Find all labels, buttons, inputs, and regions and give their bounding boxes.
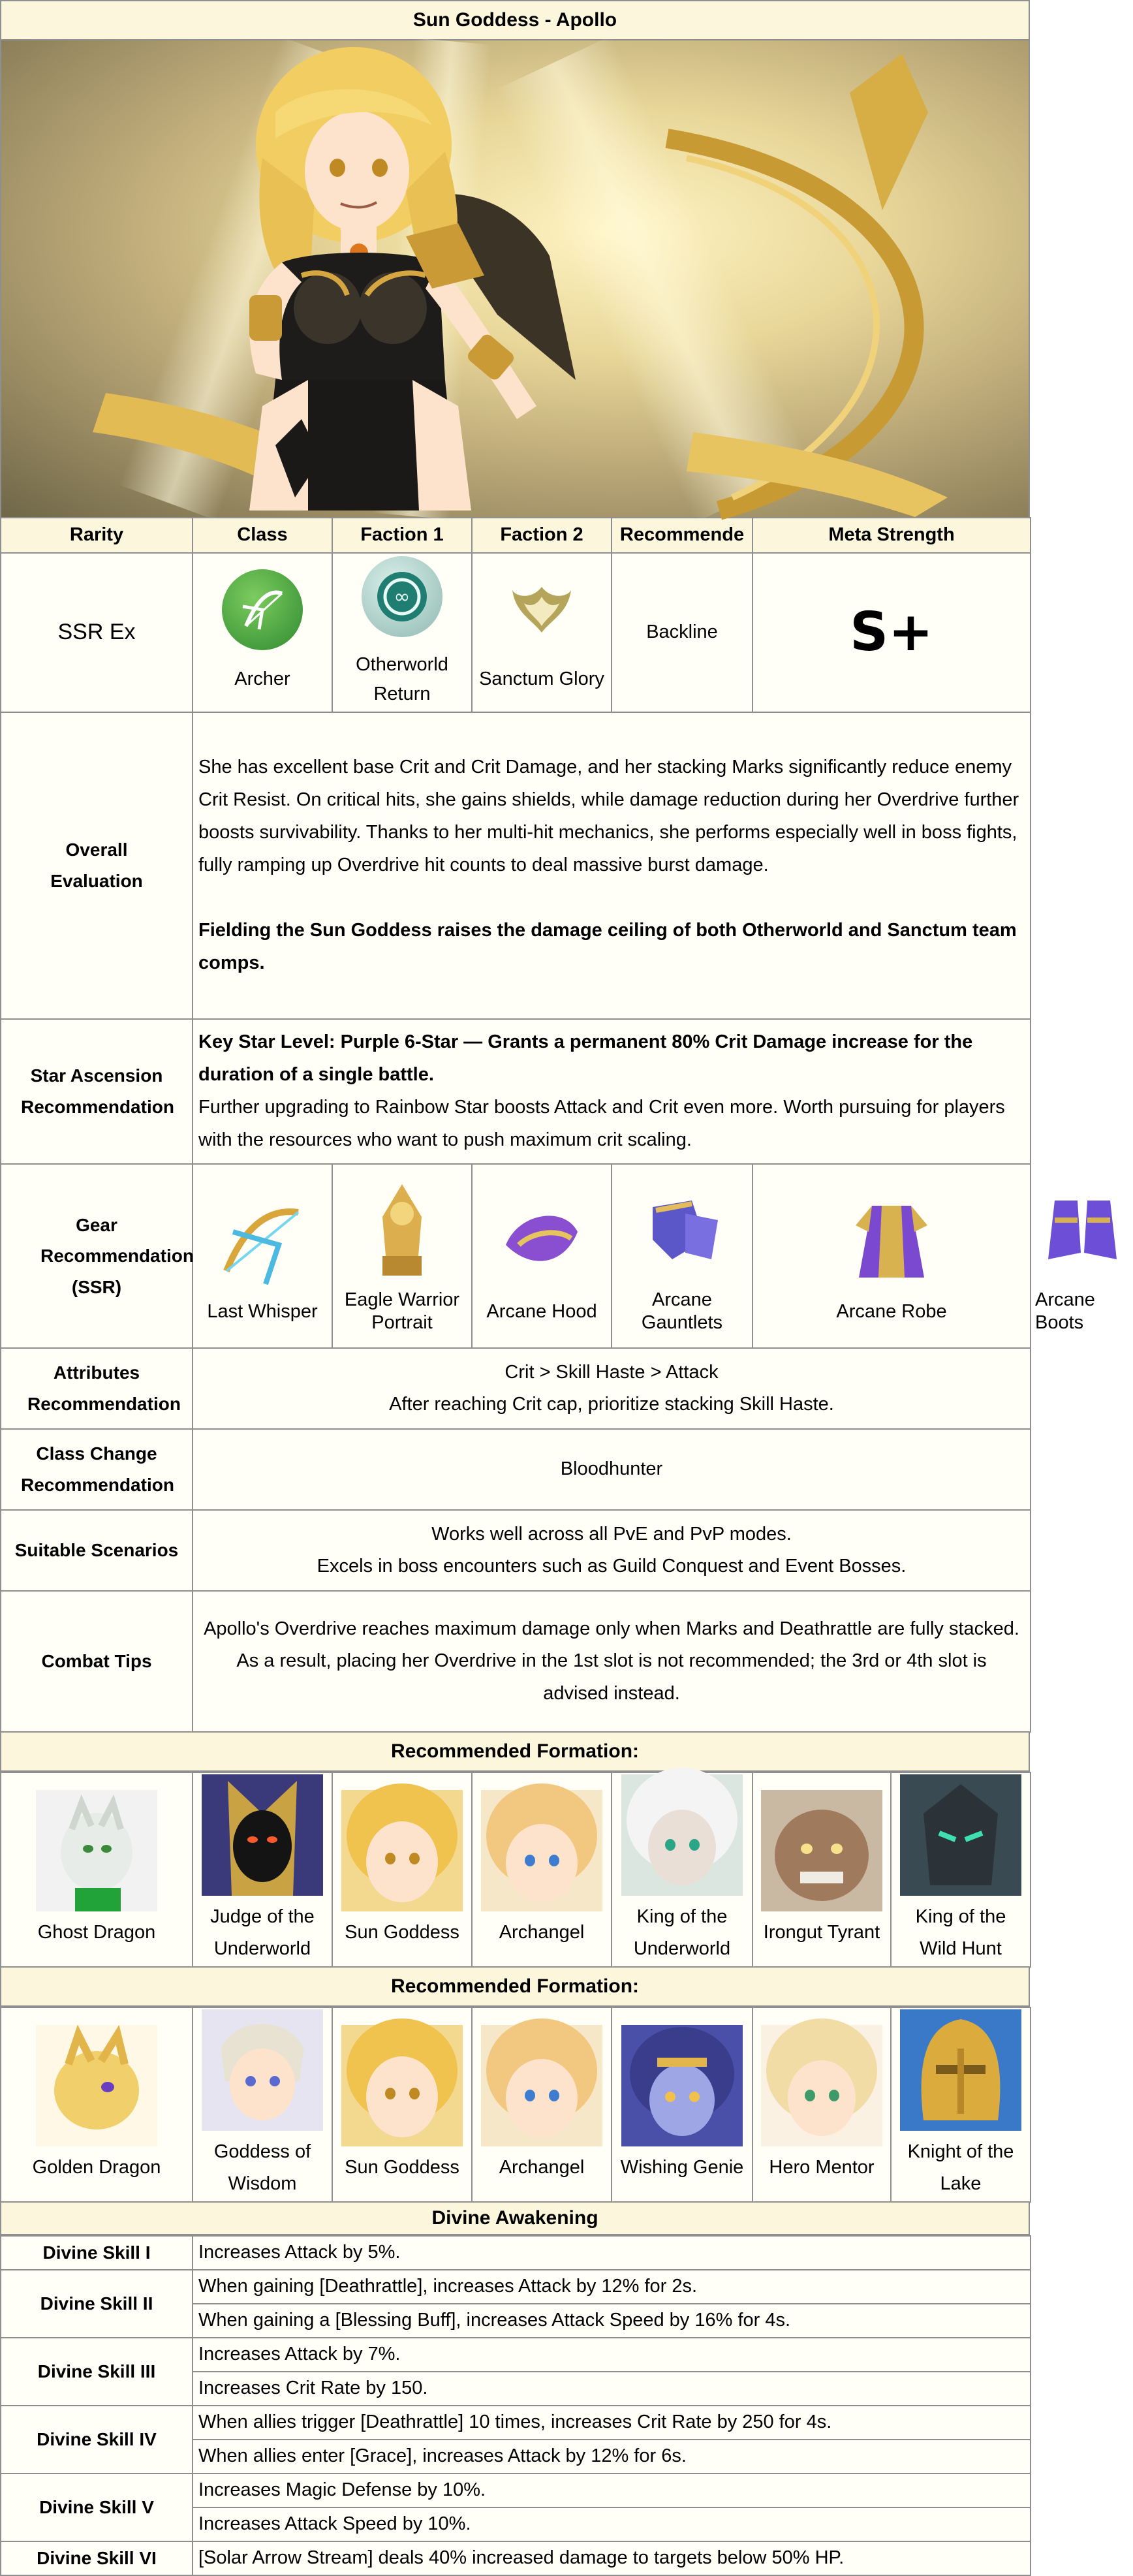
member-name: Knight of the Lake [907, 2141, 1014, 2194]
formation-member [612, 1772, 753, 1967]
member-name: Sun Goddess [345, 2157, 459, 2178]
page-title: Sun Goddess - Apollo [0, 0, 1030, 40]
divine-skill-name: Divine Skill V [1, 2474, 193, 2541]
divine-skill-effect: Increases Attack by 7%. [193, 2338, 1031, 2372]
recommend-value: Backline [612, 553, 753, 712]
gear-item [193, 1164, 332, 1348]
formation-member [472, 1772, 612, 1967]
formation-member [891, 2007, 1031, 2202]
sun-goddess-illustration [1, 40, 1029, 517]
scenarios-cell [193, 1510, 1031, 1591]
member-name: Archangel [499, 2157, 585, 2178]
gear-item [332, 1164, 472, 1348]
faction1-cell [332, 553, 472, 712]
meta-text: S+ [850, 601, 933, 664]
info-table: Rarity Class Faction 1 Faction 2 Recommende Meta Strength SSR Ex Archer ∞ Otherworld Return Sanctum Glory Backline S+ Overall Evaluation She has excellent base Crit and Crit Damage, and her stacking Marks significantly reduce enemy Crit Resist. On critical hits, she gains shields, while damage reduction during her Overdrive further boosts survivability. Thanks to her multi-hit mechanics, she performs especially well in boss fights, fully ramping up Overdrive hit counts to deal massive burst damage. Fielding the Sun Goddess raises the damage ceiling of both Otherworld and Sanctum team comps. Star Ascension Recommendation Key Star Level: Purple 6-Star — Grants a permanent 80% Crit Damage increase for the duration of a single battle. Further upgrading to Rainbow Star boosts Attack and Crit even more. Worth pursuing for players with the resources who want to push maximum crit scaling. Gear Recommendation (SSR) Last Whisper Eagle Warrior Portrait Arcane Hood Arcane Gauntlets Arcane Robe Arcane Boots Attributes Recommendation Crit > Skill Haste > Attack After reaching Crit cap, prioritize stacking Skill Haste. Class Change Recommendation Bloodhunter Suitable Scenarios Works well across all PvE and PvP modes. Excels in boss encounters such as Guild Conquest and Event Bosses. Combat Tips Apollo's Overdrive reaches maximum damage only when Marks and Deathrattle are fully stacked. As a result, placing her Overdrive in the 1st slot is not recommended; the 3rd or 4th slot is advised instead. [0, 517, 1031, 1733]
formation-member [612, 2007, 753, 2202]
gear-name: Last Whisper [207, 1300, 318, 1322]
divine-awakening-title: Divine Awakening [0, 2203, 1030, 2235]
divine-skill-effect: Increases Attack Speed by 10%. [193, 2507, 1031, 2541]
formation-member [332, 2007, 472, 2202]
formation-member [753, 2007, 891, 2202]
member-name: Goddess of Wisdom [213, 2141, 311, 2194]
gear-item [753, 1164, 1031, 1348]
scenarios-label: Suitable Scenarios [1, 1510, 193, 1591]
gear-name: Arcane Gauntlets [641, 1289, 723, 1333]
class-change-label: Class Change Recommendation [1, 1429, 193, 1510]
arcane-hood-icon [493, 1189, 591, 1294]
member-name: Sun Goddess [345, 1922, 459, 1943]
golden-dragon-avatar [36, 2025, 157, 2146]
divine-skill-effect: When gaining [Deathrattle], increases Attack by 12% for 2s. [193, 2270, 1031, 2304]
member-name: King of the Wild Hunt [915, 1906, 1006, 1959]
formation-member [891, 1772, 1031, 1967]
overall-label: Overall Evaluation [1, 712, 193, 1019]
header-class: Class [193, 518, 332, 553]
star-label: Star Ascension Recommendation [1, 1019, 193, 1164]
svg-text:∞: ∞ [394, 586, 411, 609]
goddess-of-wisdom-avatar [202, 2009, 323, 2131]
rarity-text: SSR Ex [57, 620, 136, 645]
faction2-label: Sanctum Glory [479, 668, 604, 690]
gear-label: Gear Recommendation (SSR) [1, 1164, 193, 1348]
divine-skill-effect: When gaining a [Blessing Buff], increases Attack Speed by 16% for 4s. [193, 2304, 1031, 2338]
sun-goddess-avatar [341, 1790, 463, 1911]
overall-bold-text: Fielding the Sun Goddess raises the damage ceiling of both Otherworld and Sanctum team comps. [198, 919, 1017, 973]
member-name: Hero Mentor [769, 2157, 875, 2178]
divine-skill-name: Divine Skill VI [1, 2541, 193, 2575]
wishing-genie-avatar [621, 2025, 743, 2146]
formation-member [332, 1772, 472, 1967]
formation-member [193, 2007, 332, 2202]
divine-skill-effect: When allies enter [Grace], increases Attack by 12% for 6s. [193, 2440, 1031, 2474]
star-bold-text: Key Star Level: Purple 6-Star — Grants a permanent 80% Crit Damage increase for the duration of a single battle. [198, 1031, 973, 1086]
otherworld-faction-icon [362, 556, 442, 637]
overall-text-cell [193, 712, 1031, 1019]
formation-2-table [0, 2007, 1031, 2203]
rarity-value [1, 553, 193, 712]
gear-name: Eagle Warrior Portrait [344, 1289, 460, 1333]
sanctum-faction-icon [501, 569, 582, 650]
formation-2-title: Recommended Formation: [0, 1968, 1030, 2007]
faction1-label: Otherworld Return [356, 654, 448, 704]
member-name: King of the Underworld [633, 1906, 731, 1959]
divine-skill-effect: Increases Magic Defense by 10%. [193, 2474, 1031, 2507]
last-whisper-icon [213, 1189, 311, 1294]
divine-skill-effect: Increases Attack by 5%. [193, 2236, 1031, 2270]
arcane-boots-icon [1035, 1178, 1133, 1282]
eagle-warrior-portrait-icon [353, 1178, 451, 1282]
king-of-the-underworld-avatar [621, 1774, 743, 1896]
divine-skill-table [0, 2235, 1031, 2576]
meta-strength-value [753, 553, 1031, 712]
class-change-value: Bloodhunter [193, 1429, 1031, 1510]
divine-skill-effect: Increases Crit Rate by 150. [193, 2372, 1031, 2406]
attributes-cell [193, 1348, 1031, 1429]
sun-goddess-avatar [341, 2025, 463, 2146]
hero-artwork [0, 40, 1030, 517]
king-of-the-wild-hunt-avatar [900, 1774, 1021, 1896]
archangel-avatar [481, 2025, 602, 2146]
member-name: Wishing Genie [620, 2157, 744, 2178]
formation-member [1, 1772, 193, 1967]
divine-skill-name: Divine Skill I [1, 2236, 193, 2270]
header-meta-strength: Meta Strength [753, 518, 1031, 553]
gear-name: Arcane Hood [486, 1300, 597, 1322]
header-faction-1: Faction 1 [332, 518, 472, 553]
irongut-tyrant-avatar [761, 1790, 882, 1911]
attributes-label: Attributes Recommendation [1, 1348, 193, 1429]
divine-skill-name: Divine Skill IV [1, 2406, 193, 2474]
tips-label: Combat Tips [1, 1591, 193, 1732]
header-recommend: Recommende [612, 518, 753, 553]
arcane-robe-icon [843, 1189, 940, 1294]
scenarios-line-1: Works well across all PvE and PvP modes. [431, 1523, 792, 1545]
gear-item [472, 1164, 612, 1348]
arcane-gauntlets-icon [633, 1178, 731, 1282]
member-name: Judge of the Underworld [210, 1906, 315, 1959]
member-name: Archangel [499, 1922, 585, 1943]
formation-member [1, 2007, 193, 2202]
formation-1-title: Recommended Formation: [0, 1733, 1030, 1772]
class-cell [193, 553, 332, 712]
header-rarity: Rarity [1, 518, 193, 553]
divine-skill-name: Divine Skill II [1, 2270, 193, 2338]
overall-text: She has excellent base Crit and Crit Damage, and her stacking Marks significantly reduce enemy Crit Resist. On critical hits, she gains shields, while damage reduction during her Overdrive further boosts survivability. Thanks to her multi-hit mechanics, she performs especially well in boss fights, fully ramping up Overdrive hit counts to deal massive burst damage. [198, 757, 1019, 875]
scenarios-line-2: Excels in boss encounters such as Guild Conquest and Event Bosses. [317, 1556, 907, 1577]
divine-skill-effect: [Solar Arrow Stream] deals 40% increased damage to targets below 50% HP. [193, 2541, 1031, 2575]
archer-class-icon [222, 569, 303, 650]
faction2-cell [472, 553, 612, 712]
gear-name: Arcane Robe [836, 1300, 947, 1322]
archangel-avatar [481, 1790, 602, 1911]
tips-text: Apollo's Overdrive reaches maximum damage only when Marks and Deathrattle are fully stacked. As a result, placing her Overdrive in the 1st slot is not recommended; the 3rd or 4th slot is advised instead. [193, 1591, 1031, 1732]
header-faction-2: Faction 2 [472, 518, 612, 553]
divine-skill-effect: When allies trigger [Deathrattle] 10 times, increases Crit Rate by 250 for 4s. [193, 2406, 1031, 2440]
attributes-note: After reaching Crit cap, prioritize stacking Skill Haste. [389, 1394, 834, 1415]
judge-of-the-underworld-avatar [202, 1774, 323, 1896]
star-text-cell [193, 1019, 1031, 1164]
formation-1-table [0, 1772, 1031, 1968]
ghost-dragon-avatar [36, 1790, 157, 1911]
star-text: Further upgrading to Rainbow Star boosts Attack and Crit even more. Worth pursuing for players with the resources who want to push maximum crit scaling. [198, 1097, 1005, 1150]
knight-of-the-lake-avatar [900, 2009, 1021, 2131]
divine-skill-name: Divine Skill III [1, 2338, 193, 2406]
member-name: Ghost Dragon [37, 1922, 156, 1943]
member-name: Irongut Tyrant [763, 1922, 880, 1943]
formation-member [472, 2007, 612, 2202]
hero-mentor-avatar [761, 2025, 882, 2146]
class-label: Archer [234, 668, 290, 690]
gear-item [612, 1164, 753, 1348]
attributes-priority: Crit > Skill Haste > Attack [504, 1361, 719, 1383]
member-name: Golden Dragon [32, 2157, 161, 2178]
formation-member [193, 1772, 332, 1967]
formation-member [753, 1772, 891, 1967]
